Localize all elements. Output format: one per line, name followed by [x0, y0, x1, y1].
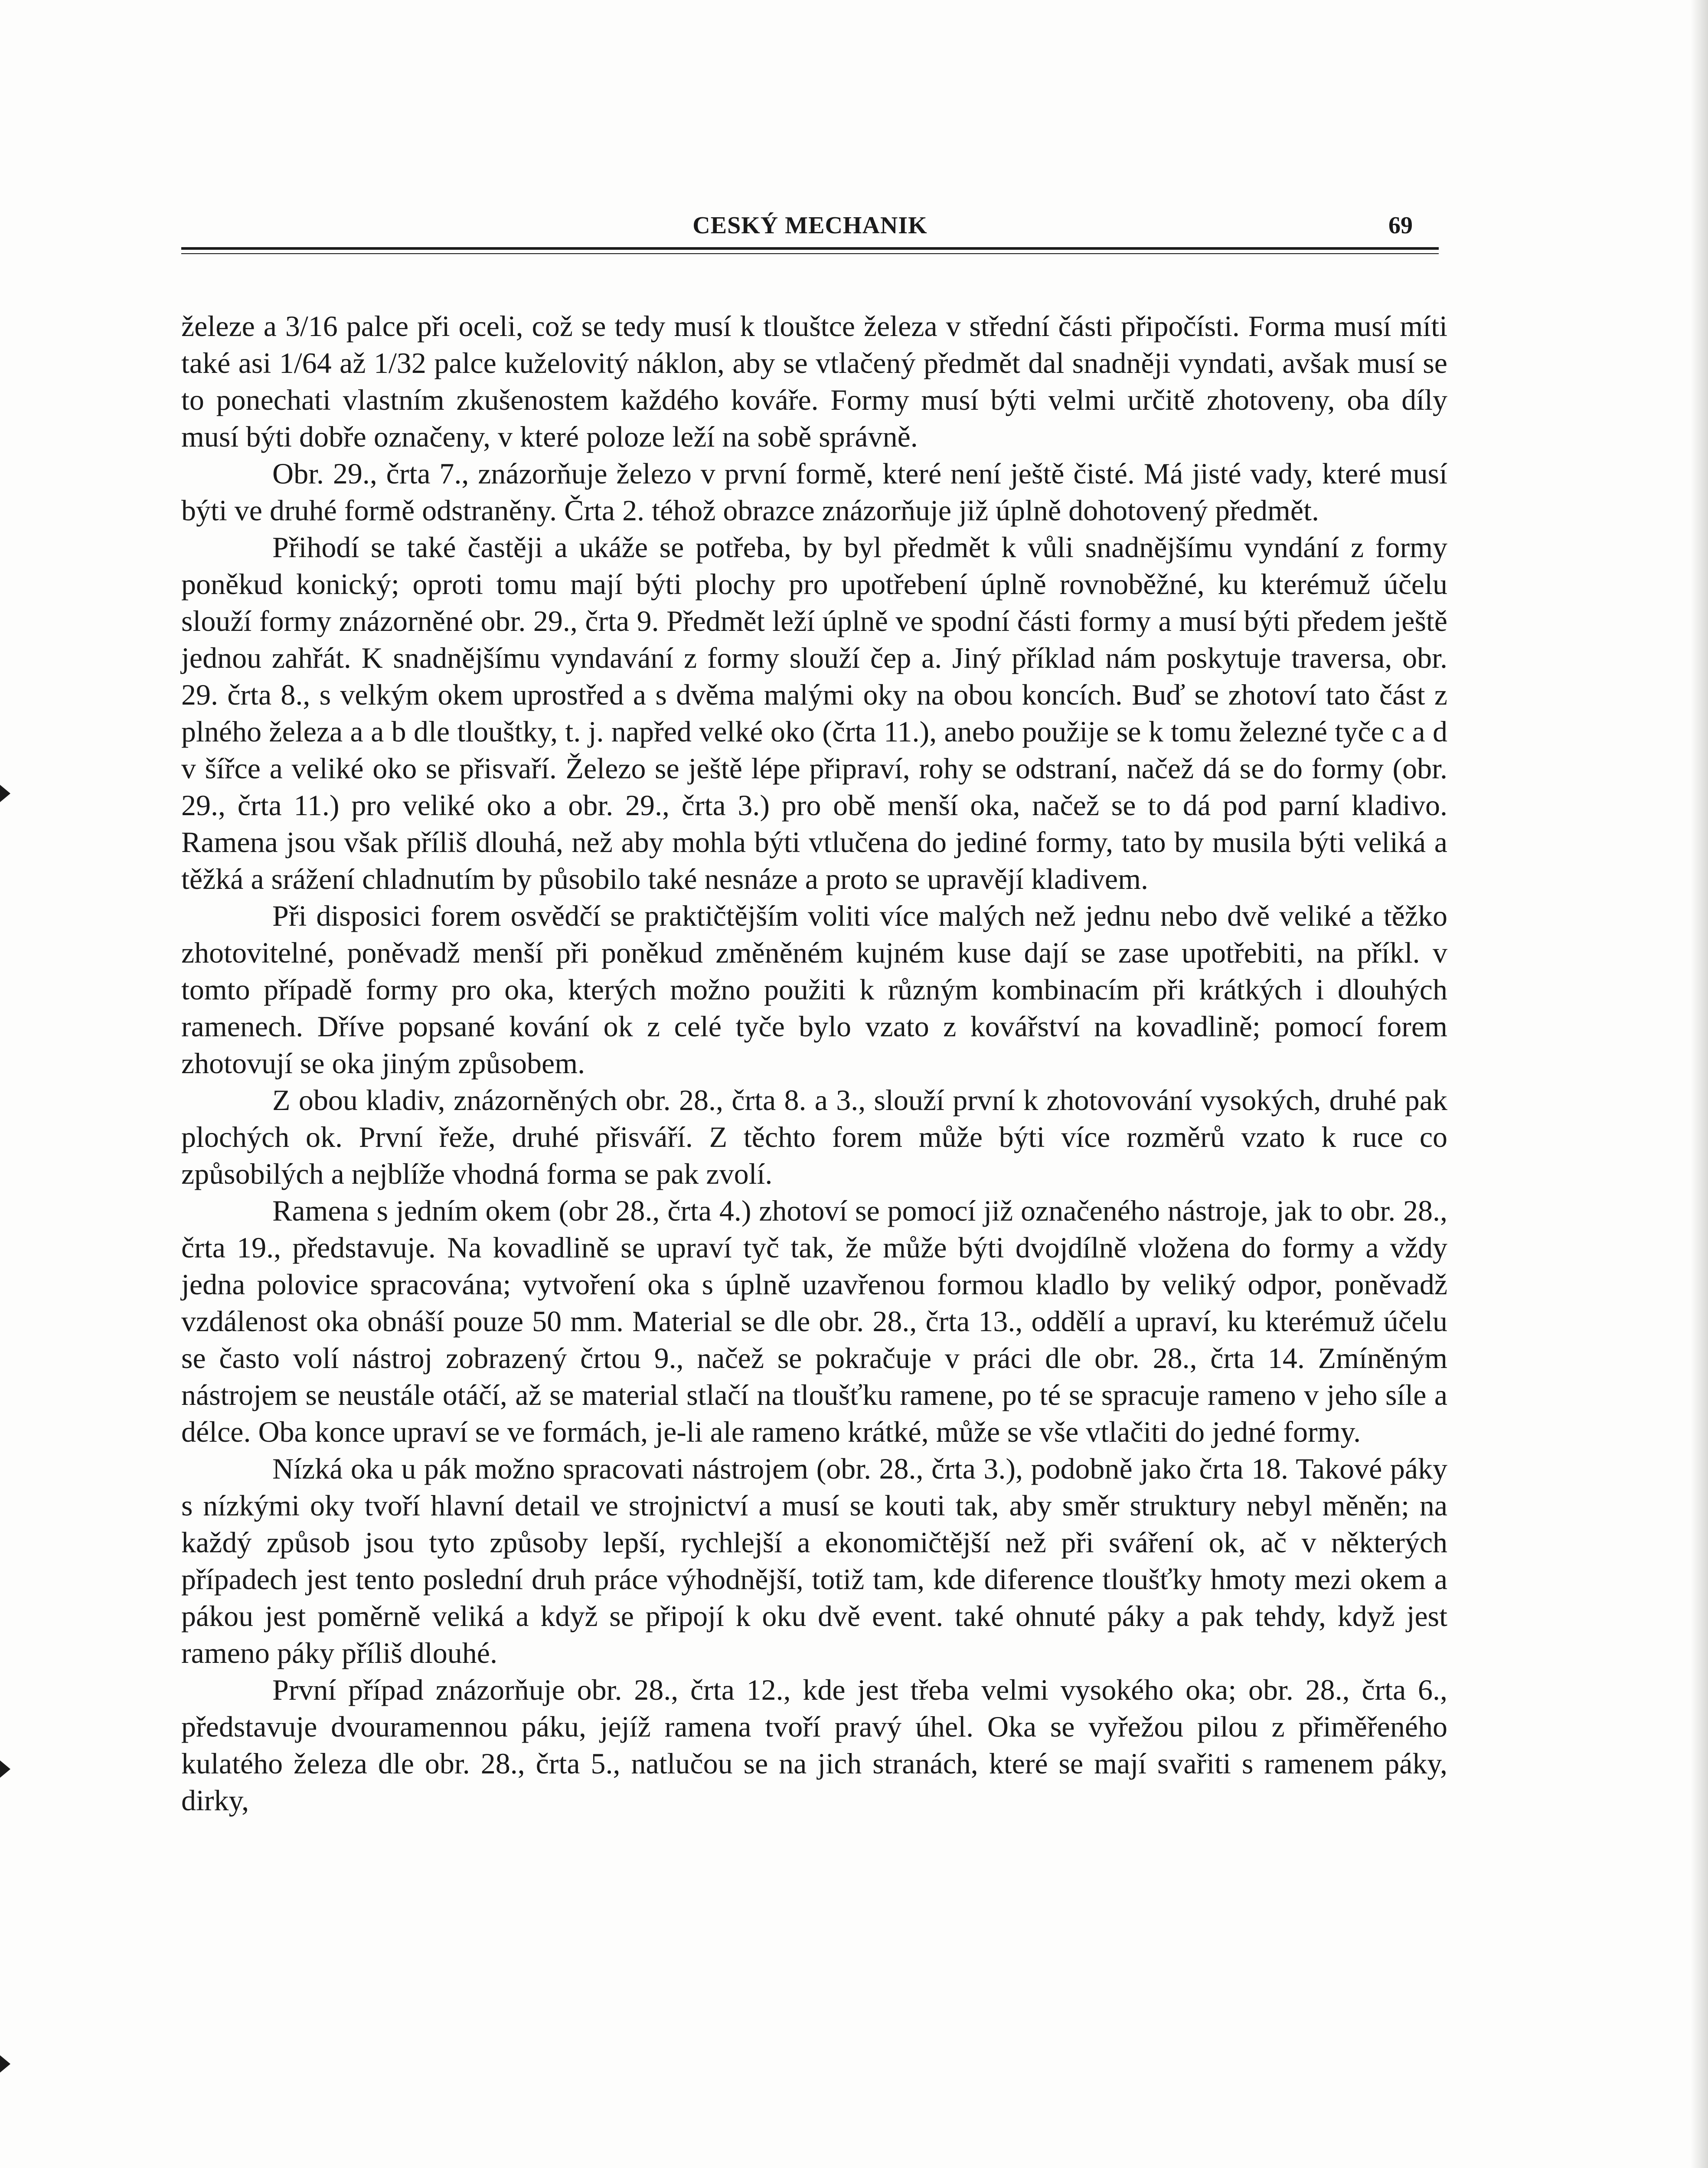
paragraph: Nízká oka u pák možno spracovati nástrojem (obr. 28., črta 3.), podobně jako črta 18. Takové páky s nízkými oky tvoří hlavní detail ve strojnictví a musí se kouti tak, aby směr struktury nebyl měněn; na každý způsob jsou tyto způsoby lepší, rychlejší a ekonomičtější než při sváření ok, ač v některých případech jest tento poslední druh práce výhodnější, totiž tam, kde diference tloušťky hmoty mezi okem a pákou jest poměrně veliká a když se připojí k oku dvě event. také ohnuté páky a pak tehdy, když jest rameno páky příliš dlouhé. — [181, 1452, 1447, 1669]
page-number: 69 — [1388, 212, 1413, 239]
header-rule-thin — [181, 253, 1439, 254]
paragraph: železe a 3/16 palce při oceli, což se tedy musí k tlouštce železa v střední části připočísti. Forma musí míti také asi 1/64 až 1/32 palce kuželovitý náklon, aby se vtlačený předmět dal snadněji vyndati, avšak musí se to ponechati vlastním zkušenostem každého kováře. Formy musí býti velmi určitě zhotoveny, oba díly musí býti dobře označeny, v které poloze leží na sobě správně. — [181, 310, 1447, 453]
paragraph: Ramena s jedním okem (obr 28., črta 4.) zhotoví se pomocí již označeného nástroje, jak to obr. 28., črta 19., představuje. Na kovadlině se upraví tyč tak, že může býti dvojdílně vložena do formy a vždy jedna polovice spracována; vytvoření oka s úplně uzavřenou formou kladlo by veliký odpor, poněvadž vzdálenost oka obnáší pouze 50 mm. Material se dle obr. 28., črta 13., oddělí a upraví, ku kterémuž účelu se často volí nástroj zobrazený črtou 9., načež se pokračuje v práci dle obr. 28., črta 14. Zmíněným nástrojem se neustále otáčí, až se material stlačí na tloušťku ramene, po té se spracuje rameno v jeho síle a délce. Oba konce upraví se ve formách, je-li ale rameno krátké, může se vše vtlačiti do jedné formy. — [181, 1194, 1447, 1448]
paragraph: Přihodí se také častěji a ukáže se potřeba, by byl předmět k vůli snadnějšímu vyndání z formy poněkud konický; oproti tomu mají býti plochy pro upotřebení úplně rovnoběžné, ku kterémuž účelu slouží formy znázorněné obr. 29., črta 9. Předmět leží úplně ve spodní části formy a musí býti předem ještě jednou zahřát. K snadnějšímu vyndavání z formy slouží čep a. Jiný příklad nám poskytuje traversa, obr. 29. črta 8., s velkým okem uprostřed a s dvěma malými oky na obou koncích. Buď se zhotoví tato část z plného železa a a b dle tlouštky, t. j. napřed velké oko (črta 11.), anebo použije se k tomu železné tyče c a d v šířce a veliké oko se přisvaří. Železo se ještě lépe připraví, rohy se odstraní, načež dá se do formy (obr. 29., črta 11.) pro veliké oko a obr. 29., črta 3.) pro obě menší oka, načež se to dá pod parní kladivo. Ramena jsou však příliš dlouhá, než aby mohla býti vtlučena do jediné formy, tato by musila býti veliká a těžká a srážení chladnutím by působilo také nesnáze a proto se upravějí kladivem. — [181, 531, 1447, 895]
running-title: CESKÝ MECHANIK — [692, 212, 927, 239]
paragraph: Obr. 29., črta 7., znázorňuje železo v první formě, které není ještě čisté. Má jisté vady, které musí býti ve druhé formě odstraněny. Črta 2. téhož obrazce znázorňuje již úplně dohotovený předmět. — [181, 457, 1447, 527]
paragraph: První případ znázorňuje obr. 28., črta 12., kde jest třeba velmi vysokého oka; obr. 28., črta 6., představuje dvouramennou páku, jejíž ramena tvoří pravý úhel. Oka se vyřežou pilou z přiměřeného kulatého železa dle obr. 28., črta 5., natlučou se na jich stranách, které se mají svařiti s ramenem páky, dirky, — [181, 1673, 1447, 1817]
paragraph: Z obou kladiv, znázorněných obr. 28., črta 8. a 3., slouží první k zhotovování vysokých, druhé pak plochých ok. První řeže, druhé přisváří. Z těchto forem může býti více rozměrů vzato k ruce co způsobilých a nejblíže vhodná forma se pak zvolí. — [181, 1084, 1447, 1190]
margin-arrow-icon — [0, 2055, 10, 2073]
scan-edge — [1691, 0, 1708, 2168]
body-text — [181, 308, 1447, 1819]
page-header — [181, 204, 1439, 251]
header-rule — [181, 247, 1439, 250]
margin-arrow-icon — [0, 785, 10, 802]
margin-arrow-icon — [0, 1760, 10, 1778]
paragraph: Při disposici forem osvědčí se praktičtějším voliti více malých než jednu nebo dvě veliké a těžko zhotovitelné, poněvadž menší při poněkud změněném kujném kuse dají se zase upotřebiti, na příkl. v tomto případě formy pro oka, kterých možno použiti k různým kombinacím při krátkých i dlouhých ramenech. Dříve popsané kování ok z celé tyče bylo vzato z kovářství na kovadlině; pomocí forem zhotovují se oka jiným způsobem. — [181, 899, 1447, 1080]
